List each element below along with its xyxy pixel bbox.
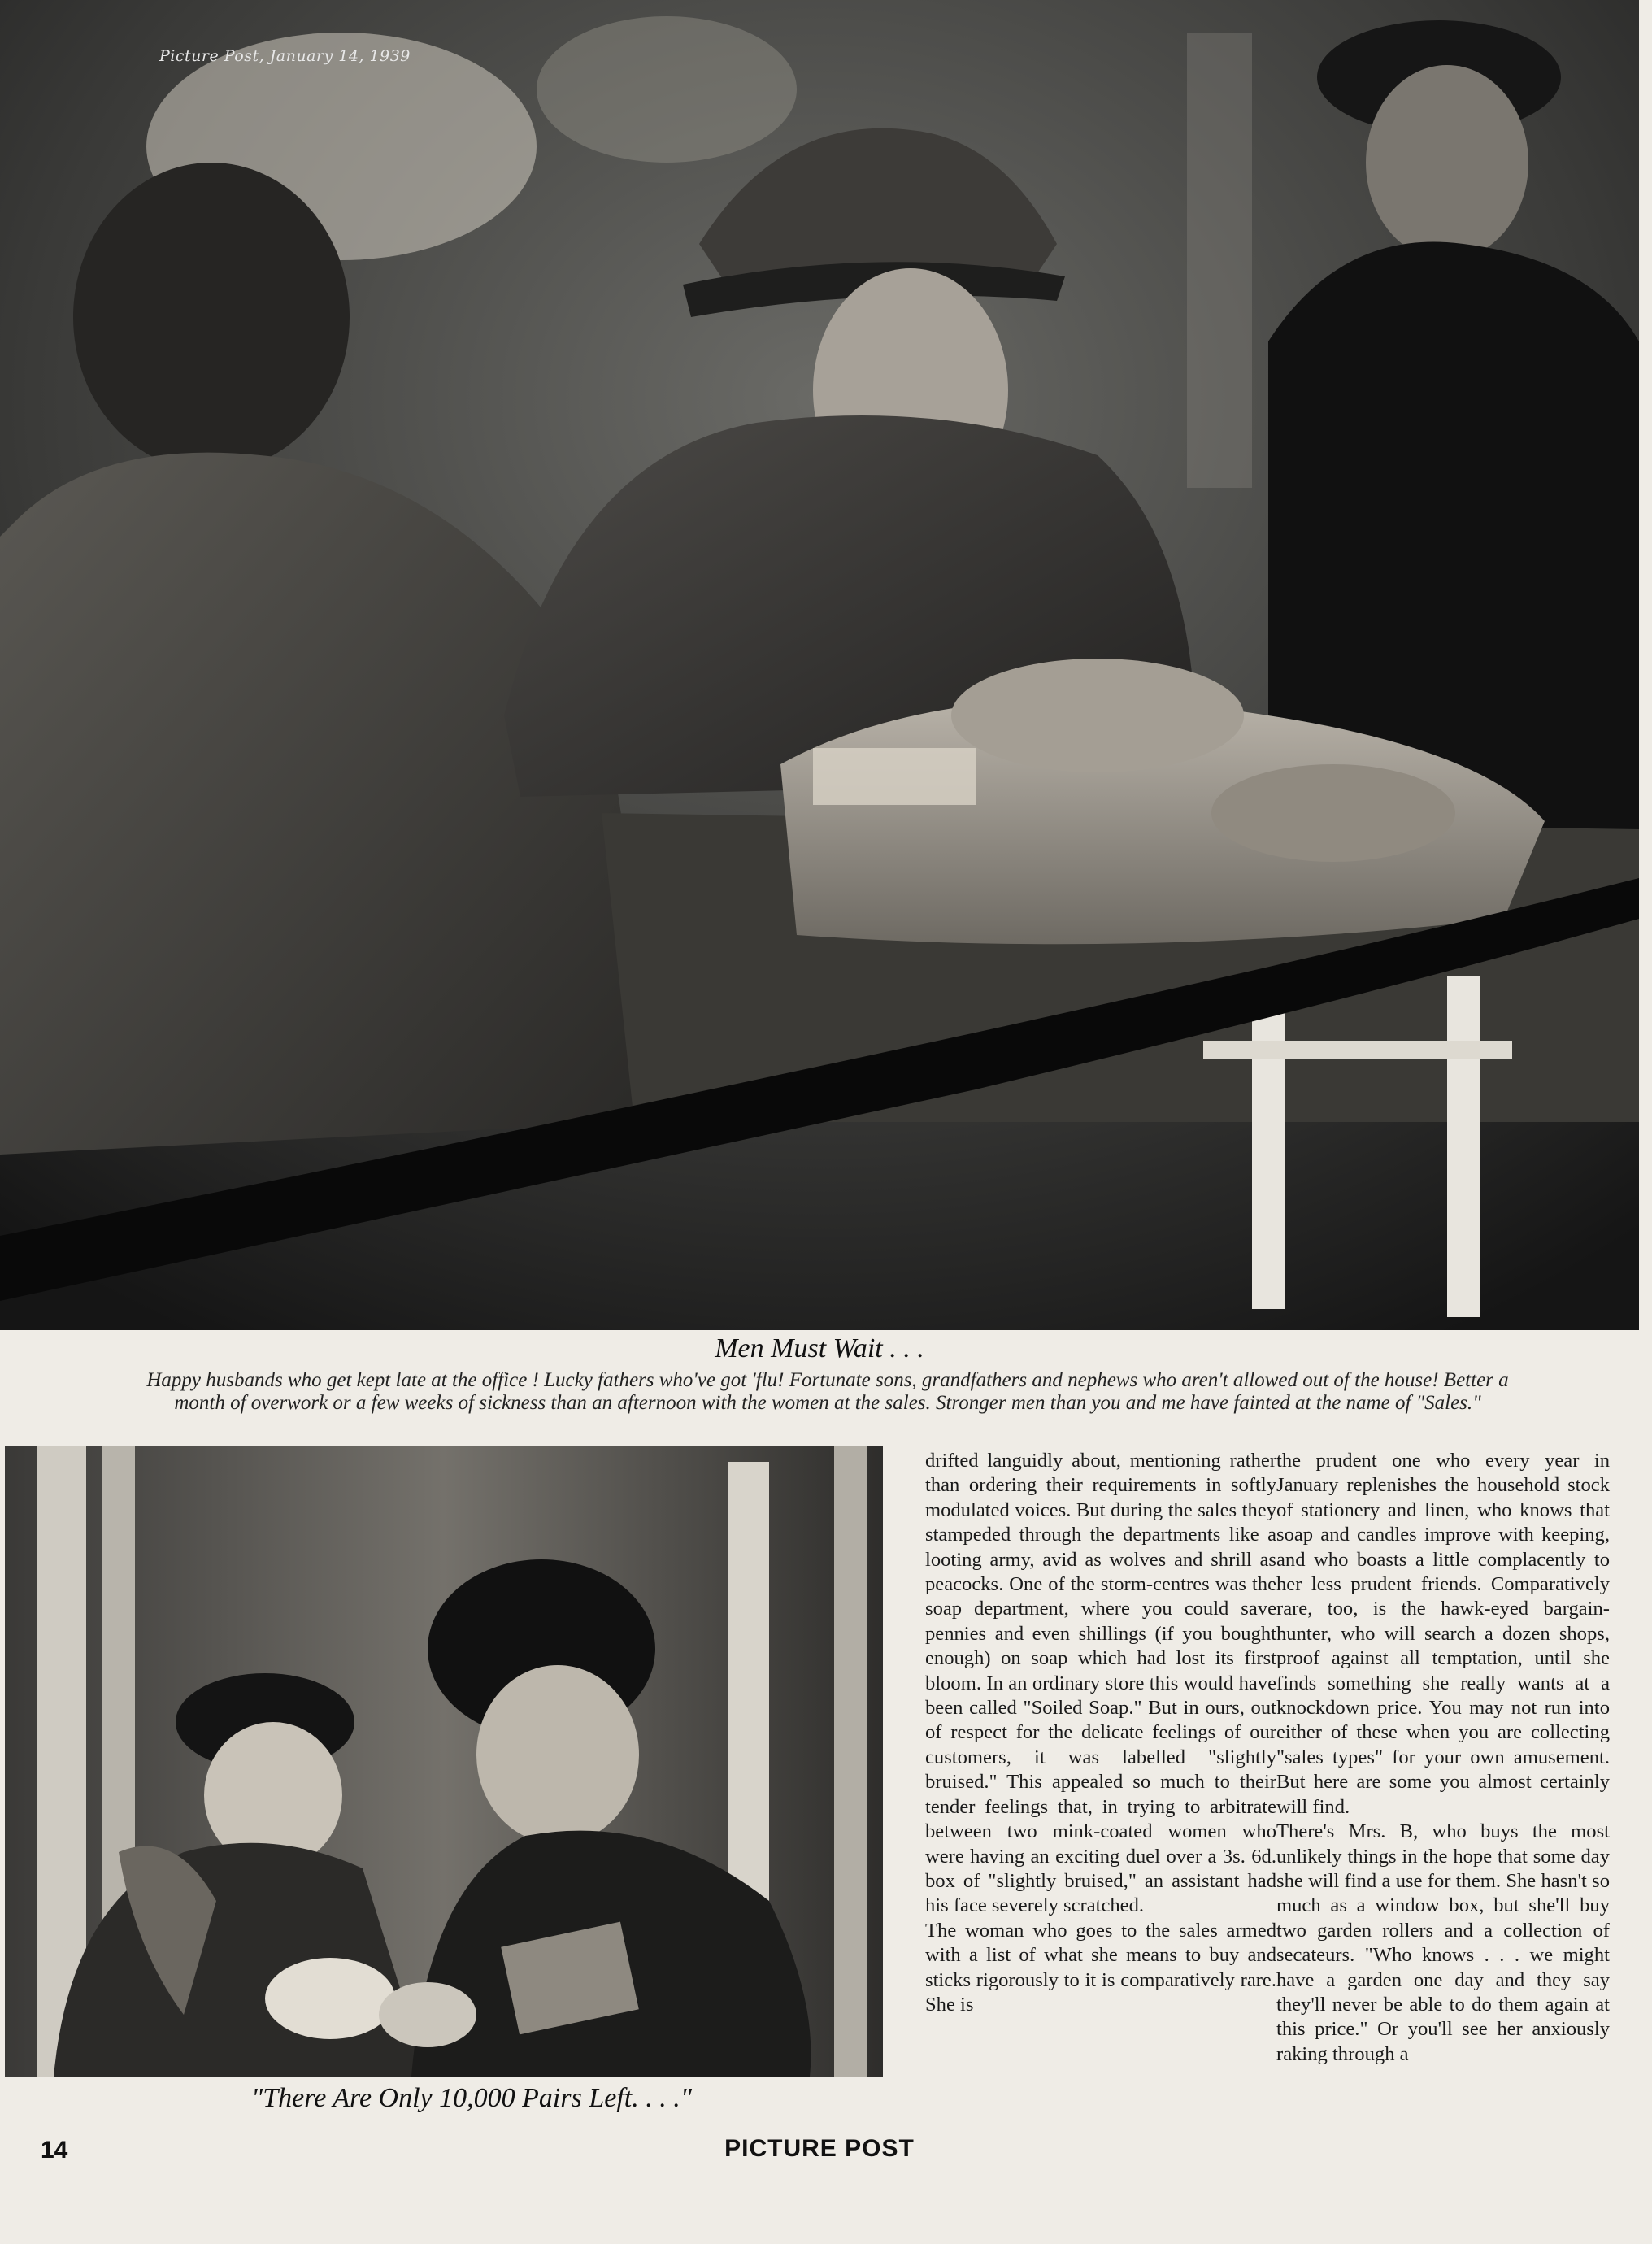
article-column-2: the prudent one who every year in January replenishes the household stock of stationery and linen, who knows that soap and candles improve with keeping, and who boasts a little complacently to her less prudent friends. Comparatively rare, too, is the hawk-eyed bargain-hunter, who will search a dozen shops, proof against all temptation, until she finds something she really wants at a knockdown price. You may not run into either of these when you are collecting "sales types" for your own amusement. But here are some you almost certainly will find. There's Mrs. B, who buys the most unlikely things in the hope that some day she will find a use for them. She hasn't so much as a window box, but she'll buy two garden rollers and a collection of secateurs. "Who knows . . . we might have a garden one day and they say they'll never be able to do them again at this price." Or you'll see her anxiously raking through a xyxy=(1276,1450,1610,2065)
women-gloves-photo xyxy=(5,1446,883,2077)
top-photo-caption-title: Men Must Wait . . . xyxy=(715,1333,924,1363)
page-number: 14 xyxy=(41,2137,68,2164)
masthead: PICTURE POST xyxy=(724,2135,915,2162)
running-head: Picture Post, January 14, 1939 xyxy=(159,47,411,65)
bottom-photo-caption: "There Are Only 10,000 Pairs Left. . . ." xyxy=(251,2083,692,2113)
top-photo-caption-body: Happy husbands who get kept late at the office ! Lucky fathers who've got 'flu! Fortunate sons, grandfathers and nephews who aren't allowed out of the house! Better a month of overwork or a few weeks of sickness than an afternoon with the women at the sales. Stronger men than you and me have fainted at the name of "Sales." xyxy=(146,1369,1509,1414)
article-column-1: drifted languidly about, mentioning rather than ordering their requirements in softly modulated voices. But during the sales they stampeded through the departments like a looting army, avid as wolves and shrill as peacocks. One of the storm-centres was the soap department, where you could save pennies and even shillings (if you bought enough) on soap which had lost its first bloom. In an ordinary store this would have been called "Soiled Soap." But in ours, out of respect for the delicate feelings of our customers, it was labelled "slightly bruised." This appealed so much to their tender feelings that, in trying to arbitrate between two mink-coated women who were having an exciting duel over a 3s. 6d. box of "slightly bruised," an assistant had his face severely scratched. The woman who goes to the sales armed with a list of what she means to buy and sticks rigorously to it is comparatively rare. She is xyxy=(925,1450,1276,2016)
women-gloves-photo-image xyxy=(5,1446,883,2077)
